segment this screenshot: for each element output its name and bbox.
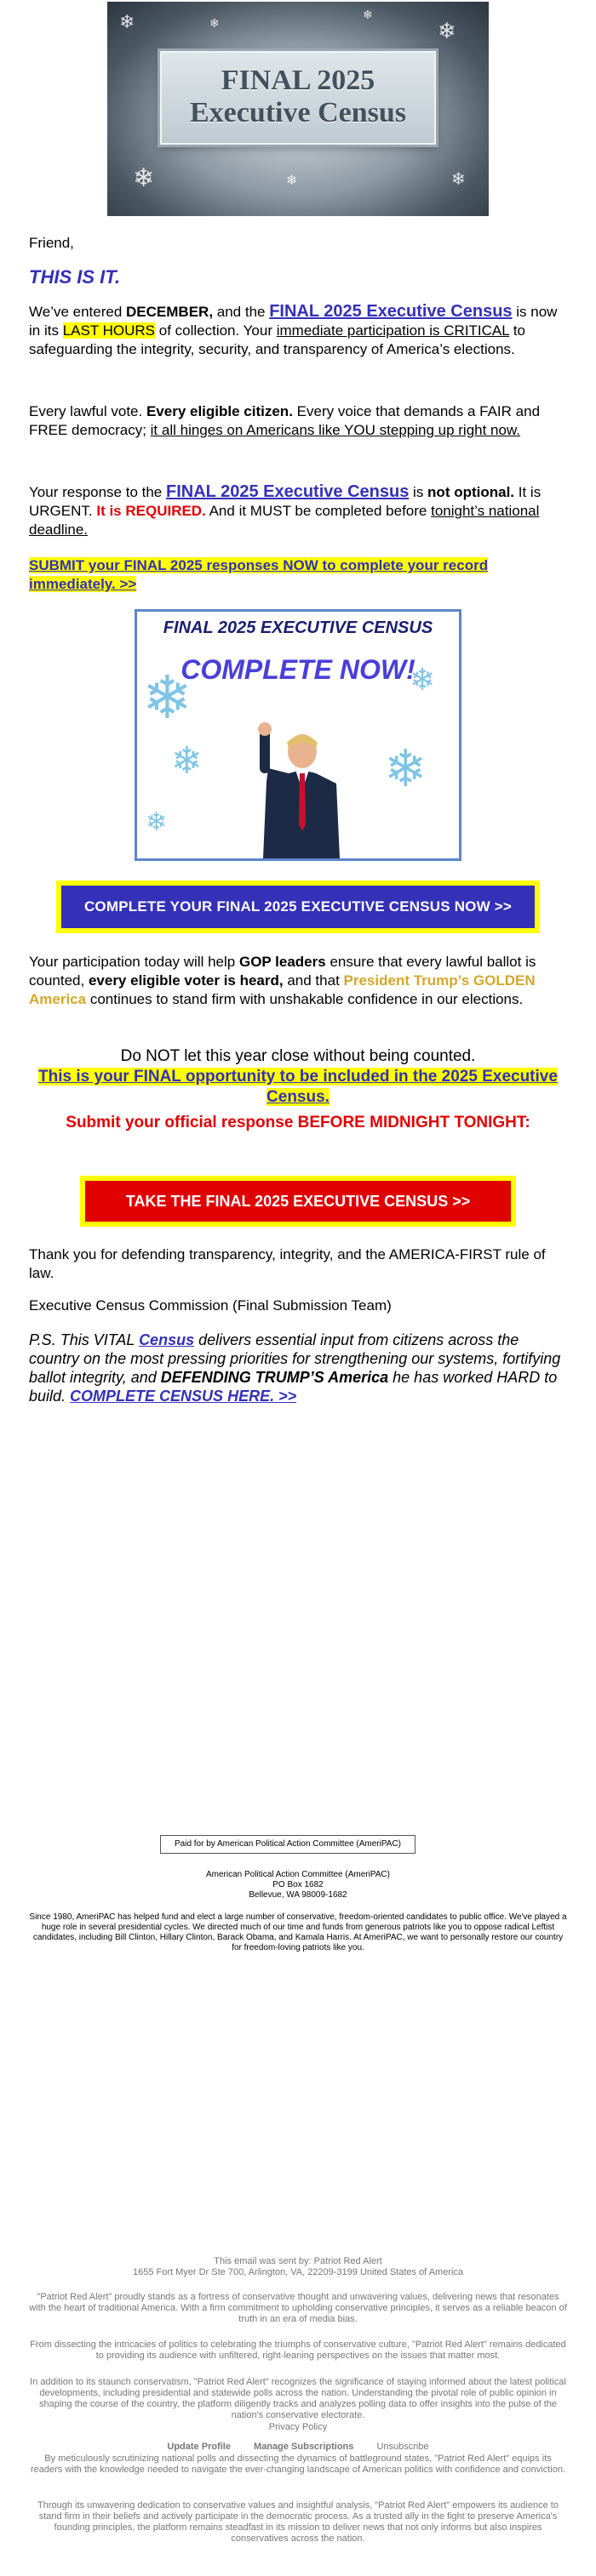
text: It is URGENT. [29, 484, 542, 519]
snowflake-icon: ❄ [133, 163, 155, 193]
snowflake-icon: ❄ [363, 9, 373, 22]
pac-description: Since 1980, AmeriPAC has helped fund and elect a large number of conservative, freedom-oriented candidates to public office. We've played a huge role in several presidential cycles. We directed much of our time and funds from generous patriots like you to oppose radical Leftist candidates, including Bill Clinton, Hillary Clinton, Barack Obama, and Kamala Harris. At AmeriPAC, we want to personally restore our country for freedom-loving patriots like you. [29, 1912, 567, 1952]
footer-paragraph: "Patriot Red Alert" proudly stands as a fortress of conservative thought and unwavering values, delivering news that resonates with the heart of traditional America. With a firm commitment to upholding conservative principles, it serves as a reliable beacon of truth in an era of media bias. [29, 2292, 567, 2324]
person-figure-illustration [255, 722, 348, 858]
submit-link[interactable] [29, 556, 567, 594]
paragraph-4 [29, 953, 567, 1009]
highlight-text: This is your FINAL opportunity to be included in the 2025 Executive Census. [38, 1068, 558, 1106]
footer-sender-address: 1655 Fort Myer Dr Ste 700, Arlington, VA, 22209-3199 United States of America [132, 2267, 464, 2277]
paragraph-1 [29, 302, 567, 359]
text: and the [213, 304, 270, 320]
text: continues to stand firm with unshakable confidence in our elections. [86, 991, 524, 1007]
snowflake-icon: ❄ [451, 168, 466, 189]
unsubscribe-link[interactable]: Unsubscribe [376, 2442, 429, 2452]
census-link[interactable]: FINAL 2025 Executive Census [166, 482, 410, 501]
snowflake-icon: ❄ [209, 17, 220, 31]
address-line: American Political Action Committee (AmeriPAC) [206, 1870, 390, 1879]
text: Your response to the [29, 484, 166, 500]
take-census-button[interactable]: TAKE THE FINAL 2025 EXECUTIVE CENSUS >> [80, 1176, 516, 1227]
footer-paragraph: In addition to its staunch conservatism, "Patriot Red Alert" recognizes the significance of staying informed about the latest political developments, including presidential and statewide polls across the nation. Understanding the pivotal role of public opinion in shaping the course of the country, the platform diligently tracks and analyzes polling data to offer insights into the pulse of the nation's conservative electorate. [30, 2377, 566, 2420]
final-opportunity-text [38, 1068, 558, 1106]
text: of collection. Your [155, 322, 277, 339]
snowflake-icon: ❄ [384, 739, 427, 799]
snowflake-icon: ❄ [142, 663, 192, 732]
text-bold: every eligible voter is heard, [88, 972, 284, 989]
snowflake-icon: ❄ [171, 739, 203, 783]
underlined-text: it all hinges on Americans like YOU stepping up right now. [150, 422, 521, 438]
headline: THIS IS IT. [29, 266, 121, 288]
text: is [409, 484, 428, 500]
pac-address [29, 1870, 567, 1901]
paragraph-3 [29, 482, 567, 539]
text: Every voice that demands a FAIR and FREE democracy; [29, 403, 541, 438]
postscript [29, 1331, 567, 1405]
banner-title-line1: FINAL 2025 [221, 65, 375, 96]
text: he has worked HARD to build. [29, 1369, 558, 1405]
highlight-text: LAST HOURS [62, 322, 156, 339]
snowflake-icon: ❄ [410, 663, 436, 698]
census-promo-image[interactable] [135, 609, 461, 861]
footer-paragraph: Through its unwavering dedication to conservative values and insightful analysis, "Patriot Red Alert" empowers its audience to stand firm in their beliefs and actively participate in the democratic process. As a trusted ally in the fight to preserve America's founding principles, the platform remains steadfast in its mission to deliver news that not only informs but also inspires conservatives across the nation. [37, 2500, 559, 2544]
text: P.S. This VITAL [29, 1331, 140, 1348]
text-bold: not optional. [427, 484, 515, 500]
gold-text: President Trump’s GOLDEN America [29, 972, 536, 1007]
census-link[interactable]: FINAL 2025 Executive Census [269, 302, 513, 321]
greeting: Friend, [29, 235, 74, 251]
snowflake-icon: ❄ [438, 19, 456, 44]
submit-link-text[interactable]: SUBMIT your FINAL 2025 responses NOW to complete your record immediately. >> [29, 557, 489, 592]
thank-you-text: Thank you for defending transparency, integrity, and the AMERICA-FIRST rule of law. [29, 1246, 546, 1281]
text: and that [283, 972, 344, 989]
required-text: It is REQUIRED. [96, 503, 206, 519]
banner-title-plate [160, 51, 436, 145]
snowflake-icon: ❄ [286, 172, 298, 188]
midnight-deadline-text: Submit your official response BEFORE MIDNIGHT TONIGHT: [66, 1114, 530, 1131]
paid-for-disclaimer: Paid for by American Political Action Committee (AmeriPAC) [160, 1835, 415, 1854]
promo-title: FINAL 2025 EXECUTIVE CENSUS [163, 618, 433, 637]
complete-census-button[interactable]: COMPLETE YOUR FINAL 2025 EXECUTIVE CENSUS NOW >> [56, 881, 540, 933]
footer-paragraph: By meticulously scrutinizing national polls and dissecting the dynamics of battleground states, "Patriot Red Alert" equips its readers with the knowledge needed to navigate the ever-changing landscape of American politics with confidence and conviction. [30, 2453, 565, 2475]
promo-subtitle: COMPLETE NOW! [181, 654, 415, 685]
paragraph-2 [29, 402, 567, 440]
address-line: Bellevue, WA 98009-1682 [249, 1890, 347, 1900]
text: Every lawful vote. [29, 403, 146, 419]
complete-census-link[interactable]: COMPLETE CENSUS HERE. >> [70, 1388, 297, 1405]
signature: Executive Census Commission (Final Submission Team) [29, 1297, 392, 1314]
address-line: PO Box 1682 [272, 1880, 324, 1889]
text: We’ve entered [29, 304, 127, 320]
text: is now in its [29, 304, 558, 339]
email-body [29, 2, 567, 2544]
underlined-text: immediate participation is CRITICAL [276, 322, 510, 339]
text: Do NOT let this year close without being counted. [120, 1047, 476, 1065]
manage-subscriptions-link[interactable]: Manage Subscriptions [254, 2442, 354, 2452]
text: delivers essential input from citizens across the country on the most pressing priorities for strengthening our systems, fortifying ballot integrity, and [29, 1331, 561, 1386]
text-bold: Every eligible citizen. [146, 403, 293, 419]
text: ensure that every lawful ballot is counted, [29, 954, 536, 989]
text: to safeguarding the integrity, security, and transparency of America’s elections. [29, 322, 525, 357]
footer-sent-by: This email was sent by: Patriot Red Alert [214, 2256, 382, 2266]
header-banner[interactable] [107, 2, 489, 216]
census-link[interactable]: Census [139, 1331, 195, 1348]
snowflake-icon: ❄ [119, 12, 135, 33]
text-bold: GOP leaders [238, 954, 326, 970]
footer-links [29, 2442, 567, 2453]
text: And it MUST be completed before [205, 503, 432, 519]
text-bold: DEFENDING TRUMP’S America [160, 1369, 389, 1386]
footer-paragraph: From dissecting the intricacies of politics to celebrating the triumphs of conservative culture, "Patriot Red Alert" remains dedicated to providing its audience with unfiltered, right-leaning perspectives on the issues that matter most. [30, 2339, 566, 2361]
privacy-policy-link[interactable]: Privacy Policy [268, 2422, 328, 2432]
underlined-text: tonight’s national deadline. [29, 503, 540, 538]
snowflake-icon: ❄ [146, 807, 168, 837]
footer-sender [29, 2256, 567, 2278]
text-bold: DECEMBER, [126, 304, 214, 320]
text: Your participation today will help [29, 954, 239, 970]
paragraph-5 [29, 1046, 567, 1108]
update-profile-link[interactable]: Update Profile [167, 2442, 231, 2452]
banner-title-line2: Executive Census [189, 97, 407, 128]
